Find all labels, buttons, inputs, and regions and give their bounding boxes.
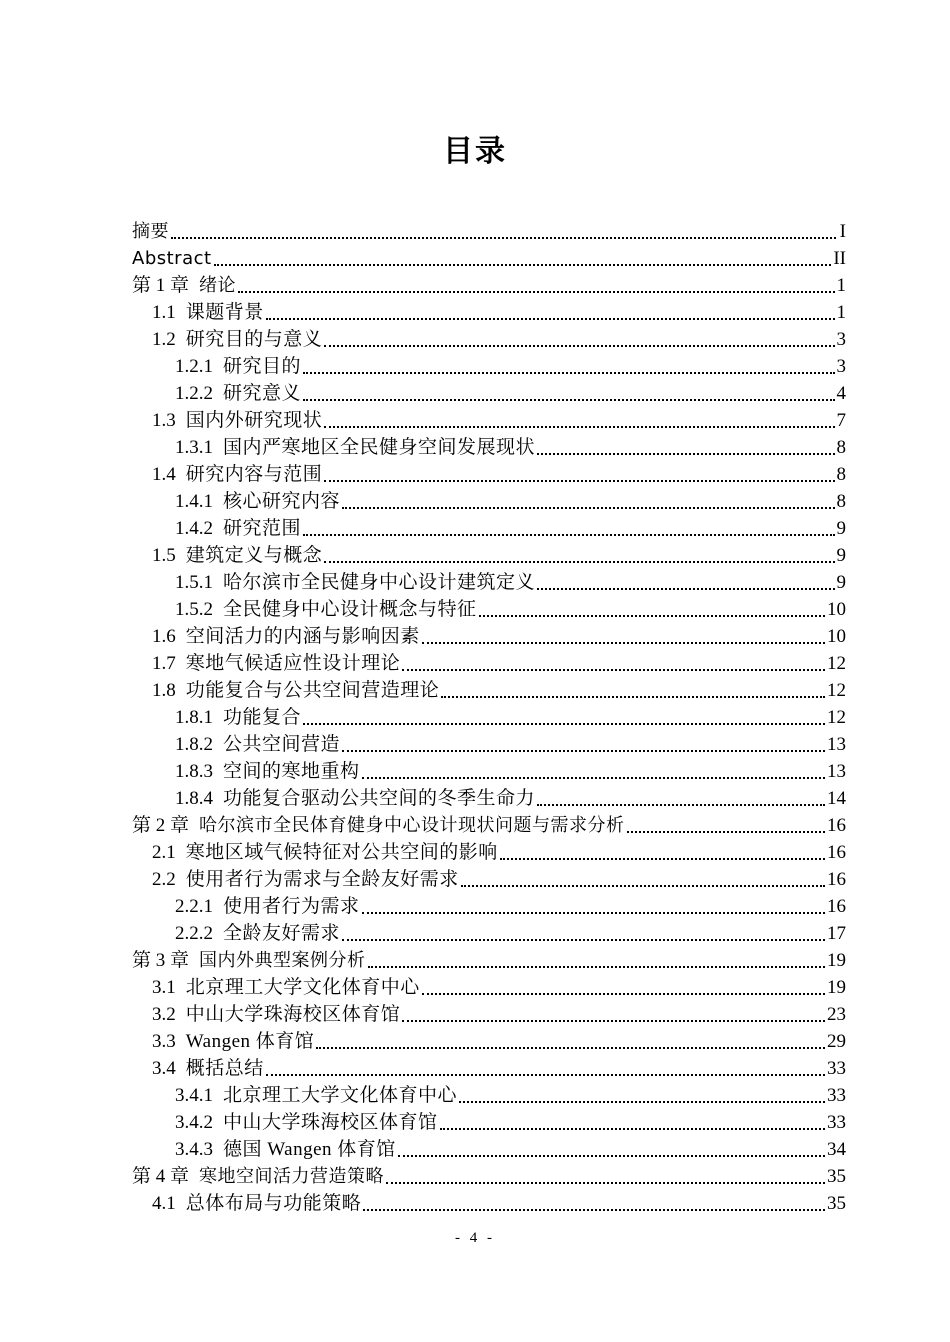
toc-entry-label: 摘要 xyxy=(132,221,169,242)
toc-entry-number: 1.8 xyxy=(152,680,176,701)
toc-entry-number: 1.8.2 xyxy=(175,734,213,755)
toc-entry-page: 9 xyxy=(836,518,846,539)
toc-entry-page: II xyxy=(833,248,846,269)
toc-dot-leader xyxy=(214,264,832,266)
toc-entry[interactable] xyxy=(132,1109,846,1136)
page-number: - 4 - xyxy=(455,1230,495,1246)
toc-entry-page: 16 xyxy=(827,896,846,917)
toc-entry-label: 中山大学珠海校区体育馆 xyxy=(223,1112,438,1133)
toc-dot-leader xyxy=(402,1020,825,1022)
toc-entry-label: 寒地空间活力营造策略 xyxy=(199,1166,385,1187)
toc-entry[interactable] xyxy=(132,1190,846,1217)
toc-entry-label: 功能复合 xyxy=(223,707,302,728)
toc-entry[interactable] xyxy=(132,407,846,434)
toc-entry-number: 4.1 xyxy=(152,1193,176,1214)
toc-entry-label: 寒地气候适应性设计理论 xyxy=(185,653,401,674)
page-title: 目录 xyxy=(443,134,507,169)
toc-entry[interactable] xyxy=(132,272,846,299)
toc-entry-page: 13 xyxy=(827,734,846,755)
toc-entry-page: 9 xyxy=(836,545,846,566)
toc-dot-leader xyxy=(479,615,825,617)
toc-entry-number: 第 3 章 xyxy=(132,950,190,971)
toc-dot-leader xyxy=(398,1155,825,1157)
toc-dot-leader xyxy=(303,723,825,725)
toc-entry-label: 北京理工大学文化体育中心 xyxy=(223,1085,458,1106)
toc-entry[interactable] xyxy=(132,380,846,407)
toc-entry-page: 16 xyxy=(827,842,846,863)
toc-entry-page: 10 xyxy=(827,599,846,620)
toc-dot-leader xyxy=(363,1209,825,1211)
toc-entry-number: 1.5.2 xyxy=(175,599,213,620)
toc-entry[interactable] xyxy=(132,488,846,515)
toc-dot-leader xyxy=(422,993,825,995)
toc-entry[interactable] xyxy=(132,920,846,947)
toc-entry-number: 1.4.2 xyxy=(175,518,213,539)
toc-entry-page: 23 xyxy=(827,1004,846,1025)
toc-entry[interactable] xyxy=(132,704,846,731)
toc-entry[interactable] xyxy=(132,218,846,245)
toc-entry[interactable] xyxy=(132,299,846,326)
toc-entry-number: 1.4 xyxy=(152,464,176,485)
toc-entry[interactable] xyxy=(132,1163,846,1190)
toc-entry-number: 1.8.4 xyxy=(175,788,213,809)
toc-dot-leader xyxy=(324,426,834,428)
toc-entry[interactable] xyxy=(132,974,846,1001)
toc-entry-number: 1.5.1 xyxy=(175,572,213,593)
toc-entry-page: 16 xyxy=(827,815,846,836)
toc-entry-number: 3.3 xyxy=(152,1031,176,1052)
toc-entry[interactable] xyxy=(132,569,846,596)
toc-entry[interactable] xyxy=(132,1055,846,1082)
toc-entry-page: 3 xyxy=(836,329,846,350)
toc-entry-label: 研究内容与范围 xyxy=(185,464,323,485)
toc-entry-number: 1.3 xyxy=(152,410,176,431)
toc-entry-number: 1.3.1 xyxy=(175,437,213,458)
toc-dot-leader xyxy=(368,966,825,968)
toc-list xyxy=(132,218,846,1217)
toc-entry-label: 全龄友好需求 xyxy=(223,923,341,944)
toc-entry[interactable] xyxy=(132,812,846,839)
toc-entry-page: 8 xyxy=(836,437,846,458)
toc-dot-leader xyxy=(303,372,834,374)
toc-entry-label: 使用者行为需求 xyxy=(223,896,360,917)
toc-entry-page: 19 xyxy=(827,950,846,971)
toc-entry-number: 2.2.1 xyxy=(175,896,213,917)
toc-entry-number: 2.1 xyxy=(152,842,176,863)
toc-entry-label: 研究范围 xyxy=(223,518,302,539)
toc-entry-label: Abstract xyxy=(132,248,212,269)
toc-dot-leader xyxy=(342,939,825,941)
toc-entry-label: 功能复合与公共空间营造理论 xyxy=(185,680,440,701)
toc-entry-label: 使用者行为需求与全龄友好需求 xyxy=(185,869,459,890)
toc-entry-number: 3.4.3 xyxy=(175,1139,213,1160)
toc-entry-page: 33 xyxy=(827,1085,846,1106)
toc-entry-page: 10 xyxy=(827,626,846,647)
toc-dot-leader xyxy=(342,507,834,509)
toc-entry-number: 1.1 xyxy=(152,302,176,323)
toc-entry-label: Wangen 体育馆 xyxy=(185,1031,315,1052)
toc-entry-label: 哈尔滨市全民健身中心设计建筑定义 xyxy=(223,572,536,593)
toc-entry[interactable] xyxy=(132,326,846,353)
toc-entry-number: 第 1 章 xyxy=(132,275,190,296)
toc-entry-number: 1.8.1 xyxy=(175,707,213,728)
toc-entry-label: 绪论 xyxy=(199,275,237,296)
toc-dot-leader xyxy=(303,534,834,536)
toc-entry-page: 3 xyxy=(836,356,846,377)
toc-entry-page: 33 xyxy=(827,1058,846,1079)
toc-entry-label: 公共空间营造 xyxy=(223,734,341,755)
toc-dot-leader xyxy=(324,345,834,347)
toc-entry[interactable] xyxy=(132,1001,846,1028)
toc-entry-page: 33 xyxy=(827,1112,846,1133)
toc-entry-label: 全民健身中心设计概念与特征 xyxy=(223,599,477,620)
toc-entry-number: 1.2.1 xyxy=(175,356,213,377)
toc-dot-leader xyxy=(316,1047,825,1049)
toc-entry[interactable] xyxy=(132,596,846,623)
toc-entry[interactable] xyxy=(132,677,846,704)
toc-dot-leader xyxy=(537,804,825,806)
toc-entry[interactable] xyxy=(132,650,846,677)
toc-entry-number: 1.2.2 xyxy=(175,383,213,404)
toc-entry-label: 核心研究内容 xyxy=(223,491,341,512)
toc-entry-label: 研究目的与意义 xyxy=(185,329,323,350)
toc-entry-label: 哈尔滨市全民体育健身中心设计现状问题与需求分析 xyxy=(199,815,625,836)
toc-entry-page: 35 xyxy=(827,1193,846,1214)
toc-entry-page: 12 xyxy=(827,653,846,674)
toc-dot-leader xyxy=(459,1101,825,1103)
toc-entry-label: 研究目的 xyxy=(223,356,302,377)
toc-entry[interactable] xyxy=(132,1082,846,1109)
toc-entry-label: 建筑定义与概念 xyxy=(185,545,323,566)
toc-dot-leader xyxy=(500,858,825,860)
toc-entry-page: 1 xyxy=(836,275,846,296)
toc-entry-number: 第 4 章 xyxy=(132,1166,190,1187)
toc-entry-number: 3.2 xyxy=(152,1004,176,1025)
toc-entry-page: 14 xyxy=(827,788,846,809)
toc-entry-page: 29 xyxy=(827,1031,846,1052)
toc-dot-leader xyxy=(362,912,825,914)
toc-entry[interactable] xyxy=(132,1028,846,1055)
toc-entry-label: 空间的寒地重构 xyxy=(223,761,360,782)
toc-entry-page: 35 xyxy=(827,1166,846,1187)
toc-entry-page: 34 xyxy=(827,1139,846,1160)
toc-entry-page: 12 xyxy=(827,680,846,701)
toc-dot-leader xyxy=(324,561,834,563)
toc-entry-label: 德国 Wangen 体育馆 xyxy=(223,1139,396,1160)
toc-entry-number: 1.8.3 xyxy=(175,761,213,782)
toc-entry[interactable] xyxy=(132,461,846,488)
toc-dot-leader xyxy=(324,480,834,482)
toc-entry[interactable] xyxy=(132,434,846,461)
toc-entry[interactable] xyxy=(132,731,846,758)
toc-entry-label: 研究意义 xyxy=(223,383,302,404)
toc-entry-label: 寒地区域气候特征对公共空间的影响 xyxy=(185,842,498,863)
toc-entry-page: 9 xyxy=(836,572,846,593)
toc-entry-label: 空间活力的内涵与影响因素 xyxy=(185,626,420,647)
toc-entry-page: 16 xyxy=(827,869,846,890)
toc-entry[interactable] xyxy=(132,542,846,569)
toc-entry-page: 7 xyxy=(836,410,846,431)
toc-entry[interactable] xyxy=(132,353,846,380)
toc-entry-label: 中山大学珠海校区体育馆 xyxy=(185,1004,401,1025)
toc-entry-label: 北京理工大学文化体育中心 xyxy=(185,977,420,998)
toc-entry[interactable] xyxy=(132,866,846,893)
toc-entry-page: 8 xyxy=(836,464,846,485)
toc-entry-number: 3.1 xyxy=(152,977,176,998)
toc-entry-label: 概括总结 xyxy=(185,1058,264,1079)
toc-dot-leader xyxy=(362,777,825,779)
toc-dot-leader xyxy=(422,642,825,644)
toc-dot-leader xyxy=(440,1128,825,1130)
toc-entry-page: 19 xyxy=(827,977,846,998)
toc-entry[interactable] xyxy=(132,839,846,866)
toc-dot-leader xyxy=(266,1074,825,1076)
toc-dot-leader xyxy=(461,885,825,887)
toc-entry-number: 1.5 xyxy=(152,545,176,566)
toc-entry[interactable] xyxy=(132,893,846,920)
toc-entry[interactable] xyxy=(132,245,846,272)
toc-entry[interactable] xyxy=(132,947,846,974)
toc-entry-number: 第 2 章 xyxy=(132,815,190,836)
toc-entry-number: 1.6 xyxy=(152,626,176,647)
toc-entry-number: 3.4 xyxy=(152,1058,176,1079)
toc-entry-label: 总体布局与功能策略 xyxy=(185,1193,362,1214)
toc-entry-page: 17 xyxy=(827,923,846,944)
toc-dot-leader xyxy=(627,831,825,833)
toc-dot-leader xyxy=(238,291,834,293)
toc-entry-page: 8 xyxy=(836,491,846,512)
toc-dot-leader xyxy=(342,750,825,752)
toc-dot-leader xyxy=(303,399,834,401)
toc-entry-number: 3.4.1 xyxy=(175,1085,213,1106)
toc-dot-leader xyxy=(171,237,836,239)
toc-dot-leader xyxy=(537,453,834,455)
toc-dot-leader xyxy=(386,1182,825,1184)
toc-entry-page: 1 xyxy=(836,302,846,323)
toc-entry[interactable] xyxy=(132,515,846,542)
toc-entry-label: 国内严寒地区全民健身空间发展现状 xyxy=(223,437,536,458)
toc-entry-label: 课题背景 xyxy=(185,302,264,323)
toc-entry[interactable] xyxy=(132,758,846,785)
toc-entry-number: 1.7 xyxy=(152,653,176,674)
toc-entry-page: 12 xyxy=(827,707,846,728)
toc-entry[interactable] xyxy=(132,623,846,650)
toc-dot-leader xyxy=(441,696,825,698)
toc-entry[interactable] xyxy=(132,785,846,812)
toc-entry-number: 1.2 xyxy=(152,329,176,350)
toc-entry-number: 2.2 xyxy=(152,869,176,890)
toc-dot-leader xyxy=(537,588,834,590)
toc-entry-number: 1.4.1 xyxy=(175,491,213,512)
toc-entry-label: 国内外研究现状 xyxy=(185,410,323,431)
toc-entry-page: 13 xyxy=(827,761,846,782)
toc-entry-label: 功能复合驱动公共空间的冬季生命力 xyxy=(223,788,536,809)
toc-entry-number: 3.4.2 xyxy=(175,1112,213,1133)
toc-entry-label: 国内外典型案例分析 xyxy=(199,950,366,971)
toc-entry-page: 4 xyxy=(836,383,846,404)
toc-dot-leader xyxy=(266,318,835,320)
toc-entry-number: 2.2.2 xyxy=(175,923,213,944)
toc-dot-leader xyxy=(402,669,825,671)
toc-entry[interactable] xyxy=(132,1136,846,1163)
toc-entry-page: I xyxy=(839,221,846,242)
